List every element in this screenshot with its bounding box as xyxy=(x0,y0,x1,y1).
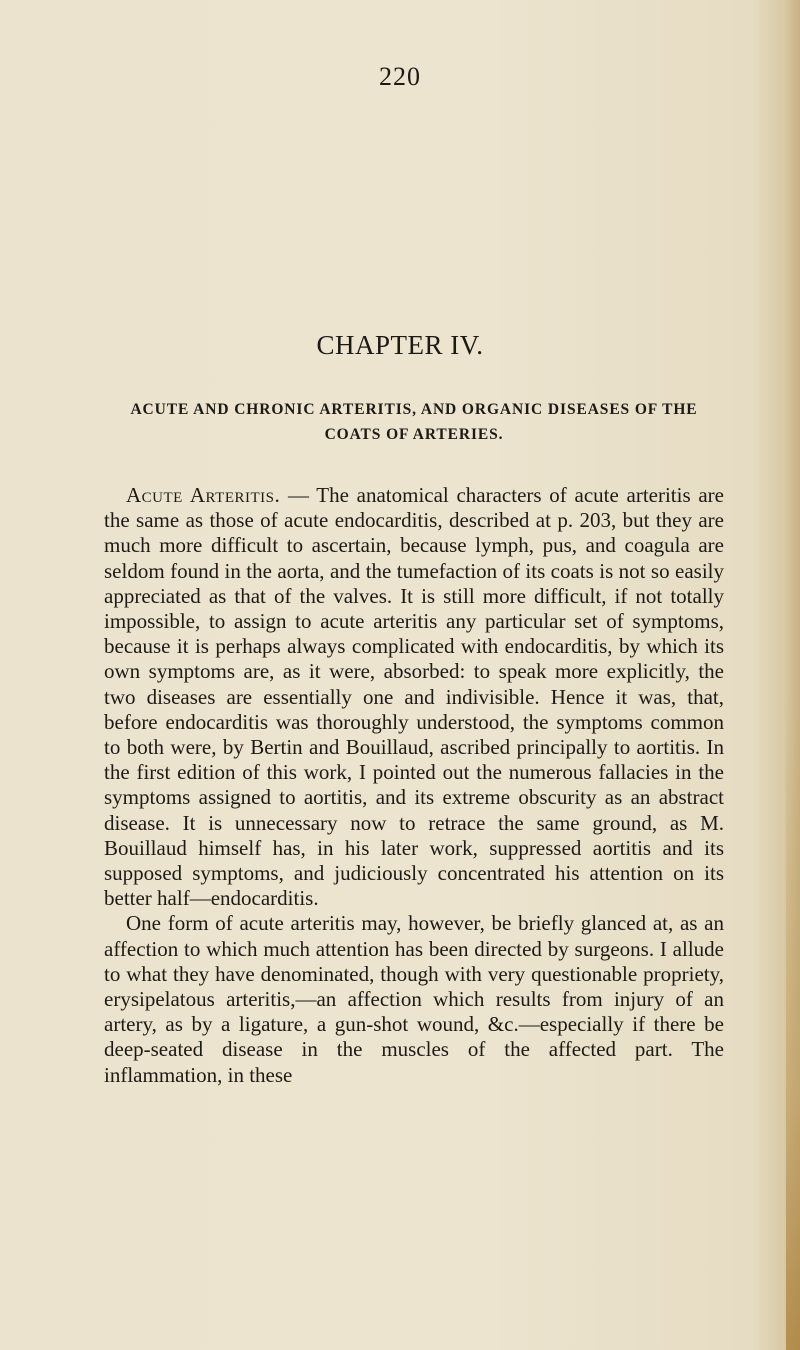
body-text xyxy=(104,483,724,1088)
section-lead-in: Acute Arteritis. xyxy=(126,483,281,507)
paragraph-text: One form of acute arteritis may, however, be briefly glanced at, as an affection to which much attention has been directed by surgeons. I allude to what they have denominated, though with very questionable propriety, erysipelatous arteritis,—an affection which results from injury of an artery, as by a ligature, a gun-shot wound, &c.—especially if there be deep-seated disease in the muscles of the affected part. The inflammation, in these xyxy=(104,911,724,1087)
page-number: 220 xyxy=(379,62,421,91)
chapter-subtitle: ACUTE AND CHRONIC ARTERITIS, AND ORGANIC DISEASES OF THE COATS OF ARTERIES. xyxy=(130,401,698,443)
page-edge-stain xyxy=(786,700,800,1350)
chapter-title: CHAPTER IV. xyxy=(316,330,484,360)
paragraph-text: — The anatomical characters of acute arteritis are the same as those of acute endocarditis, described at p. 203, but they are much more difficult to ascertain, because lymph, pus, and coagula are seldom found in the aorta, and the tumefaction of its coats is not so easily appreciated as that of the valves. It is still more difficult, if not totally impossible, to assign to acute arteritis any particular set of symptoms, because it is perhaps always complicated with endocarditis, by which its own symptoms are, as it were, absorbed: to speak more explicitly, the two diseases are essentially one and indivisible. Hence it was, that, before endocarditis was thoroughly understood, the symptoms common to both were, by Bertin and Bouillaud, ascribed principally to aortitis. In the first edition of this work, I pointed out the numerous fallacies in the symptoms assigned to aortitis, and its extreme obscurity as an abstract disease. It is unnecessary now to retrace the same ground, as M. Bouillaud himself has, in his later work, suppressed aortitis and its supposed symptoms, and judiciously concentrated his attention on its better half—endocarditis. xyxy=(104,483,724,911)
paragraph xyxy=(104,911,724,1087)
paragraph xyxy=(104,483,724,911)
